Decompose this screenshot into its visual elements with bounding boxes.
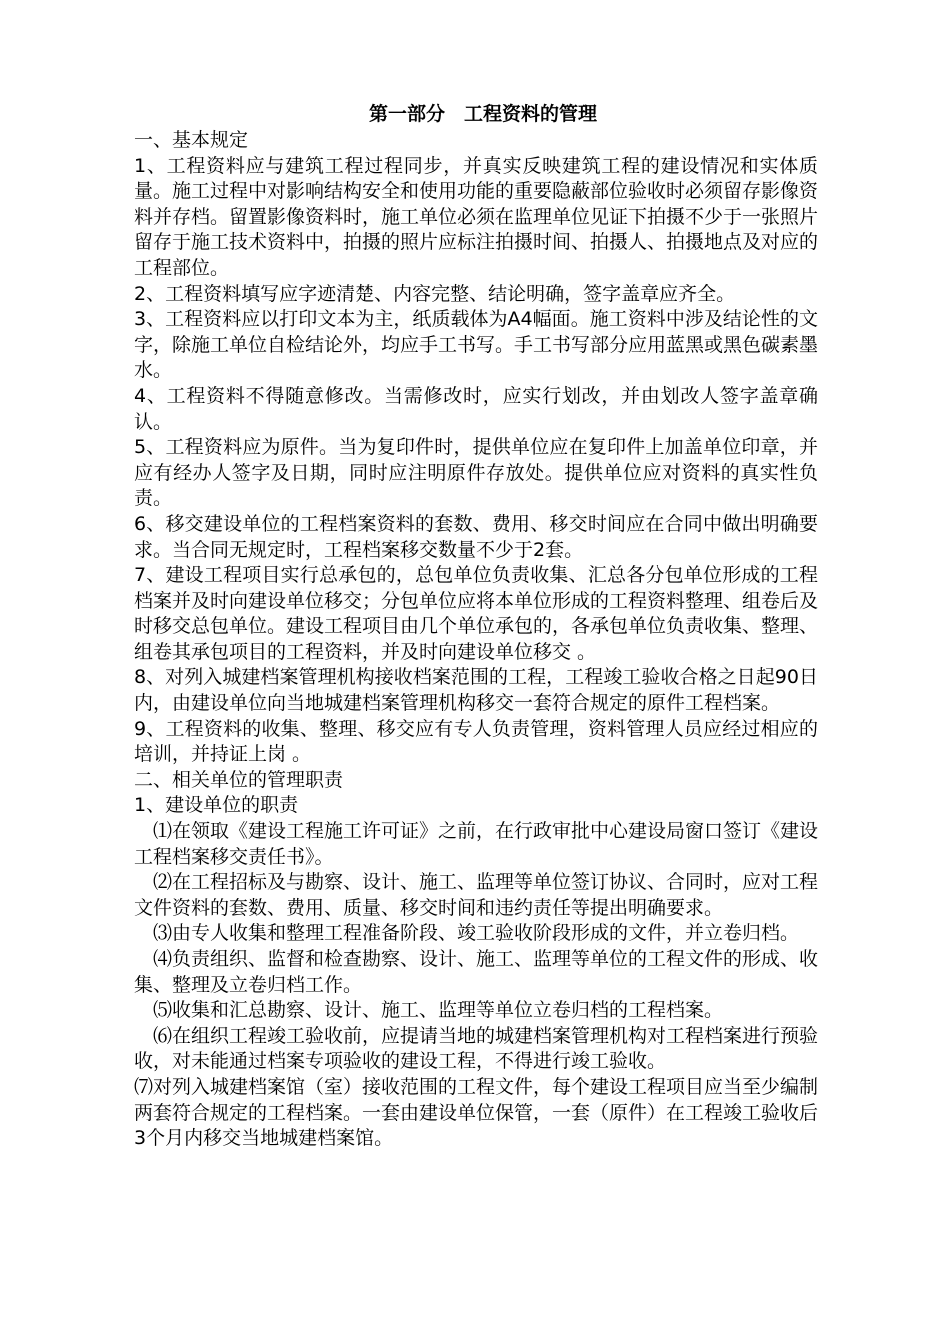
duty-paragraph-1: ⑴在领取《建设工程施工许可证》之前，在行政审批中心建设局窗口签订《建设工程档案移交责任书》。 [134, 820, 819, 868]
rule-paragraph-2: 2、工程资料填写应字迹清楚、内容完整、结论明确，签字盖章应齐全。 [134, 282, 736, 305]
rule-paragraph-6: 6、移交建设单位的工程档案资料的套数、费用、移交时间应在合同中做出明确要求。当合同无规定时，工程档案移交数量不少于2套。 [134, 512, 818, 561]
rule-paragraph-3: 3、工程资料应以打印文本为主，纸质载体为A4幅面。施工资料中涉及结论性的文字，除施工单位自检结论外，均应手工书写。手工书写部分应用蓝黑或黑色碳素墨水。 [134, 308, 819, 382]
document-page [134, 100, 818, 1152]
rule-paragraph-5: 5、工程资料应为原件。当为复印件时，提供单位应在复印件上加盖单位印章，并应有经办人签字及日期，同时应注明原件存放处。提供单位应对资料的真实性负责。 [134, 436, 818, 510]
page-title: 第一部分 工程资料的管理 [368, 103, 597, 125]
rule-paragraph-8: 8、对列入城建档案管理机构接收档案范围的工程，工程竣工验收合格之日起90日内，由建设单位向当地城建档案管理机构移交一套符合规定的原件工程档案。 [134, 666, 818, 715]
duty-paragraph-7: ⑺对列入城建档案馆（室）接收范围的工程文件，每个建设工程项目应当至少编制两套符合规定的工程档案。一套由建设单位保管，一套（原件）在工程竣工验收后3个月内移交当地城建档案馆。 [134, 1075, 819, 1150]
duty-paragraph-4: ⑷负责组织、监督和检查勘察、设计、施工、监理等单位的工程文件的形成、收集、整理及立卷归档工作。 [134, 948, 819, 996]
section-heading-basic-rules: 一、基本规定 [134, 129, 249, 151]
subheading-construction-unit: 1、建设单位的职责 [134, 794, 299, 817]
section-heading-responsibilities: 二、相关单位的管理职责 [134, 768, 344, 791]
rule-paragraph-4: 4、工程资料不得随意修改。当需修改时，应实行划改，并由划改人签字盖章确认。 [134, 384, 818, 433]
duty-paragraph-3: ⑶由专人收集和整理工程准备阶段、竣工验收阶段形成的文件，并立卷归档。 [153, 922, 800, 945]
duty-paragraph-2: ⑵在工程招标及与勘察、设计、施工、监理等单位签订协议、合同时，应对工程文件资料的套数、费用、质量、移交时间和违约责任等提出明确要求。 [134, 871, 819, 919]
rule-paragraph-1: 1、工程资料应与建筑工程过程同步，并真实反映建筑工程的建设情况和实体质量。施工过程中对影响结构安全和使用功能的重要隐蔽部位验收时必须留存影像资料并存档。留置影像资料时，施工单位必须在监理单位见证下拍摄不少于一张照片留存于施工技术资料中，拍摄的照片应标注拍摄时间、拍摄人、拍摄地点及对应的工程部位。 [134, 154, 819, 279]
duty-paragraph-5: ⑸收集和汇总勘察、设计、施工、监理等单位立卷归档的工程档案。 [153, 999, 724, 1022]
duty-paragraph-6: ⑹在组织工程竣工验收前，应提请当地的城建档案管理机构对工程档案进行预验收，对未能通过档案专项验收的建设工程，不得进行竣工验收。 [134, 1024, 819, 1073]
rule-paragraph-7: 7、建设工程项目实行总承包的，总包单位负责收集、汇总各分包单位形成的工程档案并及时向建设单位移交；分包单位应将本单位形成的工程资料整理、组卷后及时移交总包单位。建设工程项目由几个单位承包的，各承包单位负责收集、整理、组卷其承包项目的工程资料，并及时向建设单位移交 。 [134, 564, 819, 663]
rule-paragraph-9: 9、工程资料的收集、整理、移交应有专人负责管理，资料管理人员应经过相应的培训，并持证上岗 。 [134, 717, 818, 766]
